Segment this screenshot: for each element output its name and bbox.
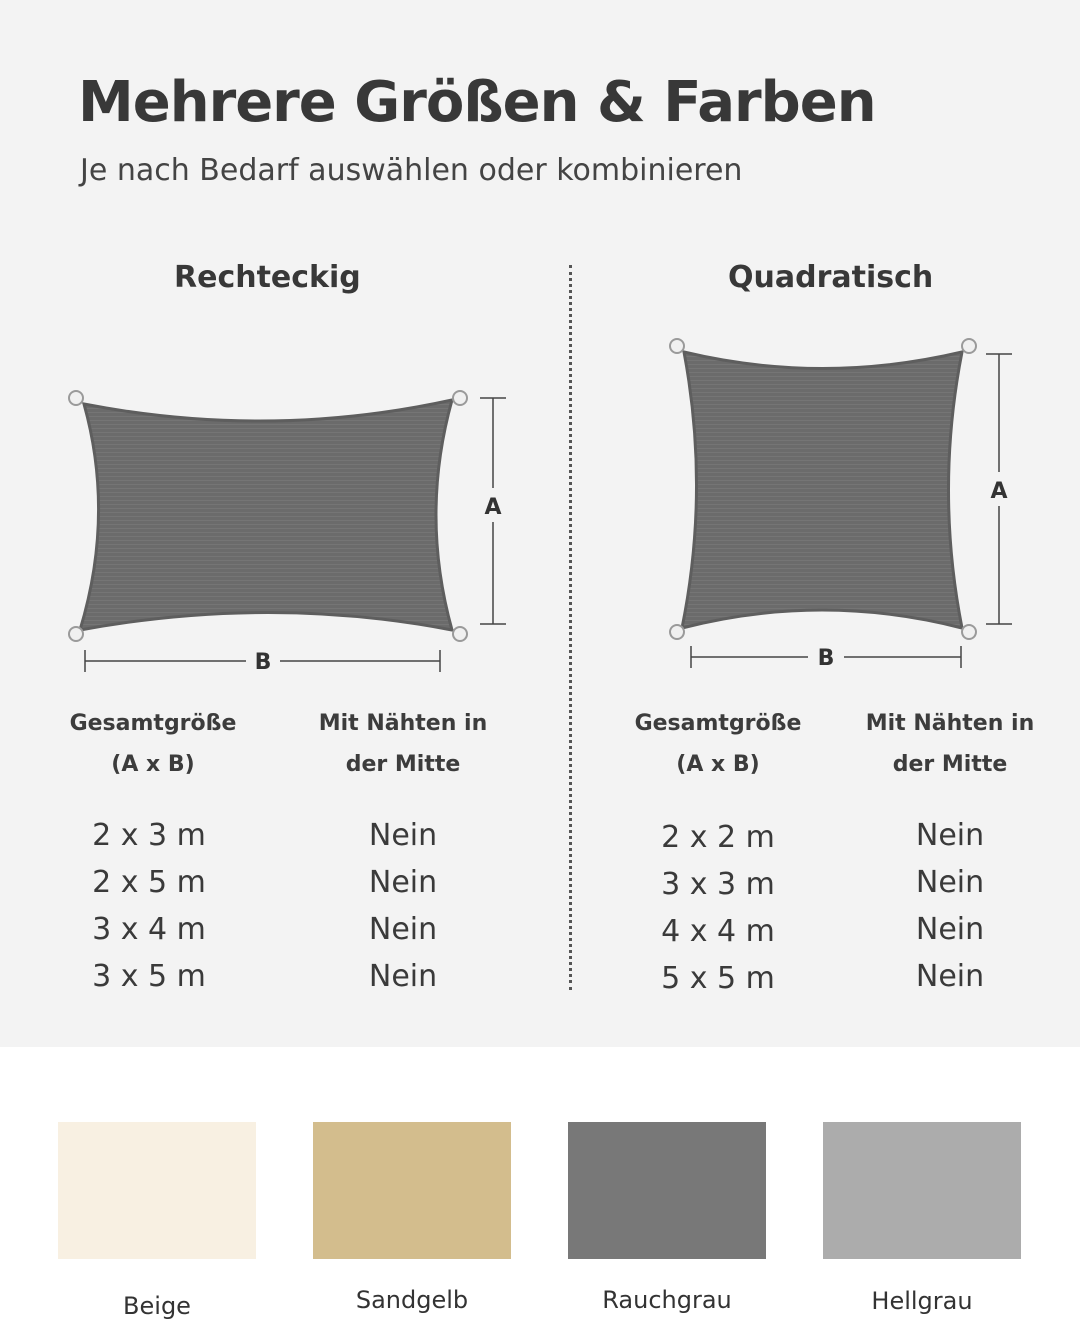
size-value: 2 x 5 m xyxy=(92,865,206,900)
swatch-beige[interactable] xyxy=(58,1122,256,1259)
page-subtitle: Je nach Bedarf auswählen oder kombinieren xyxy=(80,153,743,188)
rectangular-seam-list xyxy=(303,812,503,1000)
dimension-a-label: A xyxy=(990,479,1008,504)
seam-value: Nein xyxy=(915,912,985,947)
ring-icon xyxy=(962,339,976,353)
square-seam-list xyxy=(850,812,1050,1000)
swatch-rauchgrau[interactable] xyxy=(568,1122,766,1259)
page-title: Mehrere Größen & Farben xyxy=(78,70,876,135)
square-seam-header xyxy=(840,703,1060,785)
square-sail-shape xyxy=(682,352,962,628)
rectangular-seam-header xyxy=(293,703,513,785)
size-value: 5 x 5 m xyxy=(661,961,775,996)
dimension-a-label: A xyxy=(484,495,502,520)
ring-icon xyxy=(670,339,684,353)
seam-value: Nein xyxy=(915,959,985,994)
header-line: (A x B) xyxy=(111,752,195,777)
header-line: Gesamtgröße xyxy=(634,711,802,736)
size-value: 3 x 3 m xyxy=(661,867,775,902)
swatch-label-hellgrau: Hellgrau xyxy=(871,1287,973,1315)
dimension-b-label: B xyxy=(817,646,835,671)
square-size-list xyxy=(618,814,818,1002)
rectangular-title: Rechteckig xyxy=(174,260,361,295)
size-value: 3 x 4 m xyxy=(92,912,206,947)
square-title: Quadratisch xyxy=(728,260,934,295)
size-value: 2 x 2 m xyxy=(661,820,775,855)
dimension-b-label: B xyxy=(254,650,272,675)
header-line: Mit Nähten in xyxy=(865,711,1035,736)
size-value: 4 x 4 m xyxy=(661,914,775,949)
square-size-header xyxy=(608,703,828,785)
ring-icon xyxy=(670,625,684,639)
ring-icon xyxy=(962,625,976,639)
seam-value: Nein xyxy=(368,818,438,853)
header-line: (A x B) xyxy=(676,752,760,777)
swatch-label-rauchgrau: Rauchgrau xyxy=(602,1286,732,1314)
seam-value: Nein xyxy=(368,865,438,900)
swatch-sandgelb[interactable] xyxy=(313,1122,511,1259)
seam-value: Nein xyxy=(915,865,985,900)
swatch-label-beige: Beige xyxy=(123,1292,191,1320)
rectangular-size-header xyxy=(43,703,263,785)
swatch-label-sandgelb: Sandgelb xyxy=(355,1286,469,1314)
seam-value: Nein xyxy=(368,959,438,994)
size-value: 2 x 3 m xyxy=(92,818,206,853)
header-line: Mit Nähten in xyxy=(318,711,488,736)
header-line: Gesamtgröße xyxy=(69,711,237,736)
size-value: 3 x 5 m xyxy=(92,959,206,994)
seam-value: Nein xyxy=(915,818,985,853)
header-line: der Mitte xyxy=(345,752,461,777)
seam-value: Nein xyxy=(368,912,438,947)
swatch-hellgrau[interactable] xyxy=(823,1122,1021,1259)
rectangular-size-list xyxy=(49,812,249,1000)
header-line: der Mitte xyxy=(892,752,1008,777)
